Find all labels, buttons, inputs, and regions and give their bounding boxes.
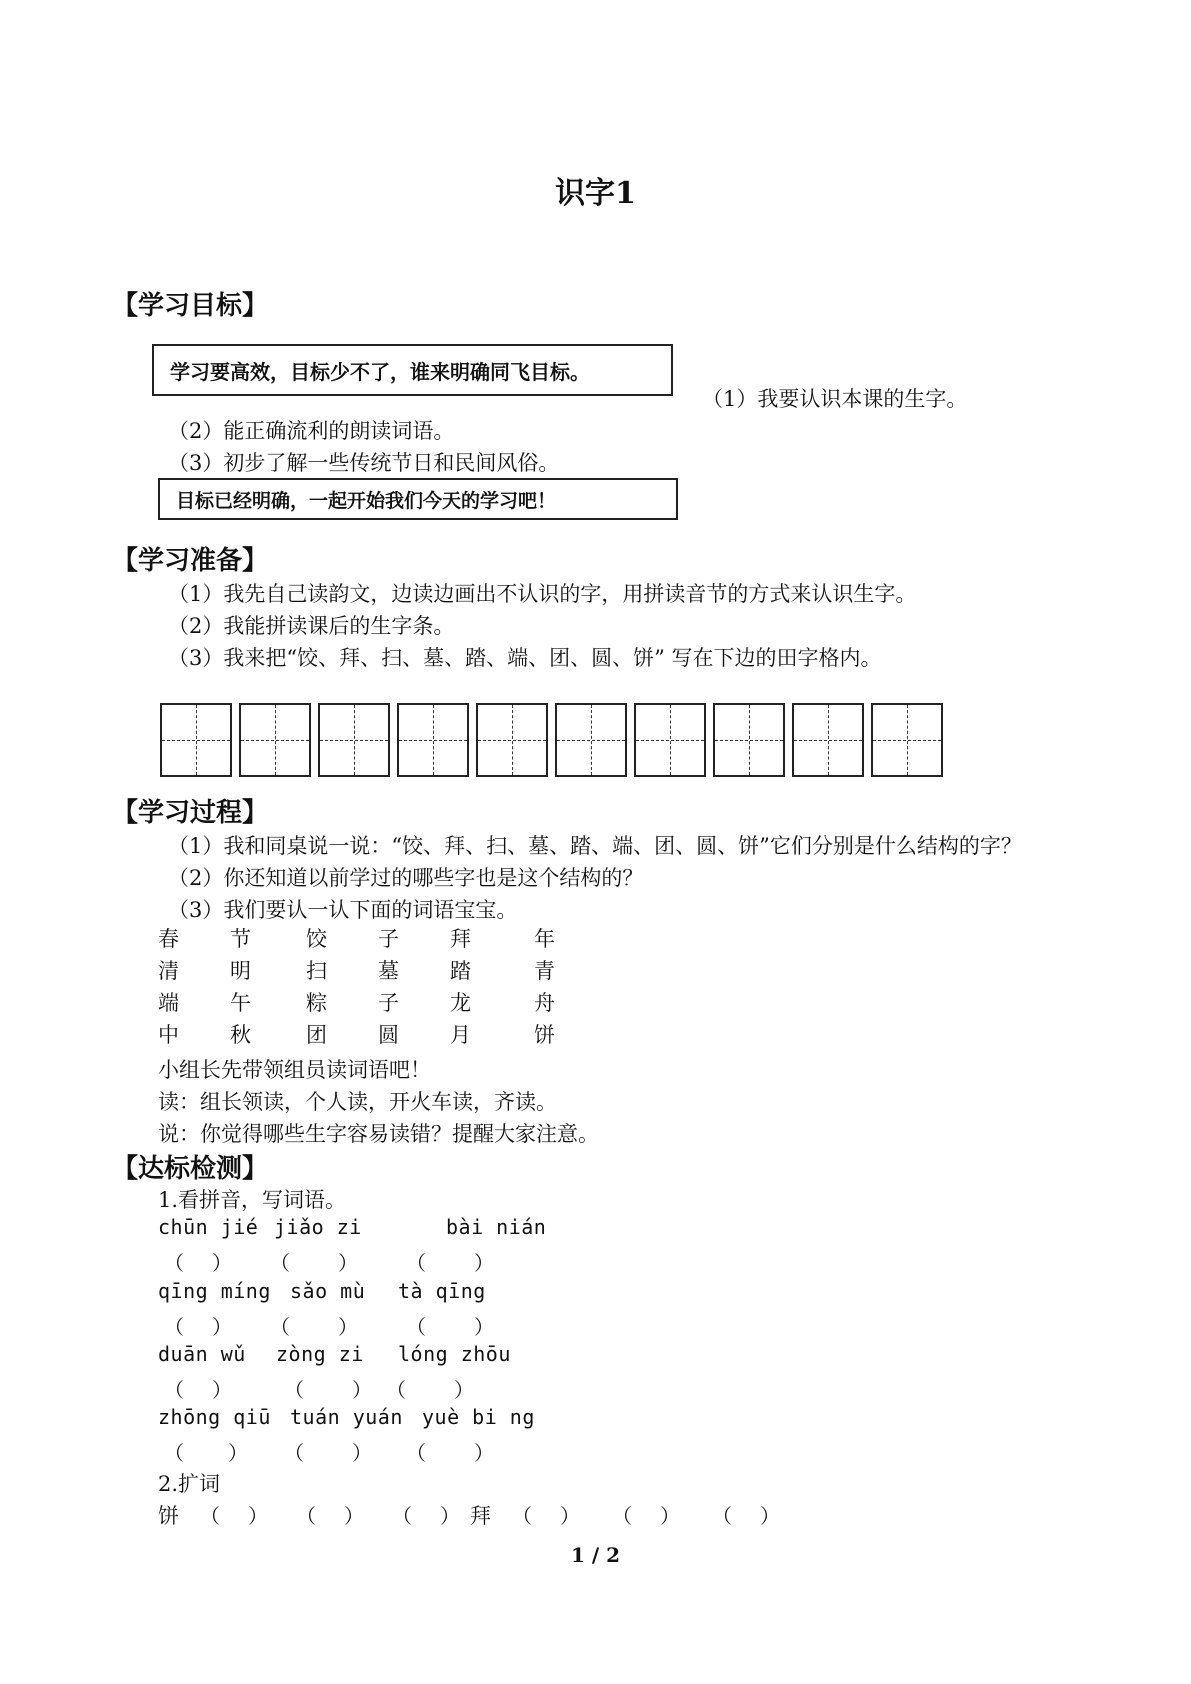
pinyin-word: duān wǔ [158,1342,246,1366]
tianzige-cell[interactable] [871,703,943,777]
tianzige-cell[interactable] [397,703,469,777]
word-char: 舟 [534,991,555,1015]
prep-heading: 【学习准备】 [112,546,269,576]
answer-blank[interactable]: （ ） [270,1251,358,1275]
tianzige-cell[interactable] [555,703,627,777]
answer-blank[interactable]: （ ） [284,1378,372,1402]
goals-item-1: （1）我要认识本课的生字。 [702,387,968,411]
word-char: 中 [158,1023,179,1047]
test-q2: 2.扩词 [158,1472,221,1496]
tianzige-cell[interactable] [239,703,311,777]
tianzige-cell[interactable] [476,703,548,777]
pinyin-word: chūn jié [158,1215,259,1239]
test-heading: 【达标检测】 [112,1154,269,1184]
expand-char-bing: 饼 [158,1504,179,1528]
answer-blank[interactable]: （ ） [392,1504,460,1528]
prep-item-1: （1）我先自己读韵文，边读边画出不认识的字，用拼读音节的方式来认识生字。 [168,582,917,606]
word-char: 圆 [378,1023,399,1047]
word-char: 龙 [450,991,471,1015]
word-char: 节 [230,927,251,951]
word-char: 墓 [378,959,399,983]
answer-blank[interactable]: （ ） [164,1251,232,1275]
goals-ready-banner [158,478,678,520]
word-char: 饼 [534,1023,555,1047]
word-char: 年 [534,927,555,951]
answer-blank[interactable]: （ ） [200,1504,268,1528]
answer-blank[interactable]: （ ） [612,1504,680,1528]
goals-banner-text: 学习要高效，目标少不了，谁来明确同飞目标。 [170,359,590,384]
pinyin-word: tà qīng [398,1279,486,1303]
answer-blank[interactable]: （ ） [406,1441,494,1465]
goals-ready-text: 目标已经明确，一起开始我们今天的学习吧！ [176,489,557,512]
answer-blank[interactable]: （ ） [164,1378,232,1402]
word-row [158,1018,574,1050]
word-char: 子 [378,991,399,1015]
pinyin-word: zhōng qiū [158,1405,271,1429]
word-char: 端 [158,991,179,1015]
word-table [158,922,574,1050]
goals-heading: 【学习目标】 [112,291,269,321]
process-heading: 【学习过程】 [112,798,269,828]
pinyin-word: tuán yuán [290,1405,403,1429]
pinyin-word: sǎo mù [290,1279,366,1303]
expand-char-bai: 拜 [470,1504,491,1528]
answer-blank[interactable]: （ ） [270,1315,358,1339]
goals-item-2: （2）能正确流利的朗读词语。 [168,419,455,443]
word-char: 饺 [306,927,327,951]
pinyin-word: zòng zi [276,1342,364,1366]
word-char: 青 [534,959,555,983]
word-row [158,954,574,986]
answer-blank[interactable]: （ ） [164,1441,248,1465]
tianzige-cell[interactable] [792,703,864,777]
prep-item-2: （2）我能拼读课后的生字条。 [168,614,455,638]
goals-item-3: （3）初步了解一些传统节日和民间风俗。 [168,451,560,475]
word-char: 团 [306,1023,327,1047]
pinyin-word: qīng míng [158,1279,271,1303]
word-char: 明 [230,959,251,983]
process-note-2: 读：组长领读，个人读，开火车读，齐读。 [158,1090,557,1114]
tianzige-cell[interactable] [634,703,706,777]
word-char: 子 [378,927,399,951]
word-row [158,986,574,1018]
tianzige-cell[interactable] [318,703,390,777]
tianzige-cell[interactable] [160,703,232,777]
tianzige-grid [160,703,943,777]
word-char: 清 [158,959,179,983]
answer-blank[interactable]: （ ） [406,1315,494,1339]
word-char: 粽 [306,991,327,1015]
prep-item-3: （3）我来把“饺、拜、扫、墓、踏、端、团、圆、饼” 写在下边的田字格内。 [168,646,882,670]
answer-blank[interactable]: （ ） [512,1504,580,1528]
test-q1: 1.看拼音，写词语。 [158,1188,347,1212]
word-char: 拜 [450,927,471,951]
word-char: 春 [158,927,179,951]
goals-banner [152,344,673,396]
process-item-3: （3）我们要认一认下面的词语宝宝。 [168,898,518,922]
word-char: 月 [450,1023,471,1047]
pinyin-word: lóng zhōu [398,1342,511,1366]
page-title: 识字1 [555,176,636,211]
word-char: 扫 [306,959,327,983]
answer-blank[interactable]: （ ） [712,1504,780,1528]
answer-blank[interactable]: （ ） [386,1378,474,1402]
process-item-2: （2）你还知道以前学过的哪些字也是这个结构的？ [168,866,644,890]
process-item-1: （1）我和同桌说一说：“饺、拜、扫、墓、踏、端、团、圆、饼”它们分别是什么结构的字？ [168,834,1022,858]
tianzige-cell[interactable] [713,703,785,777]
word-char: 踏 [450,959,471,983]
page-number: 1 / 2 [570,1543,621,1567]
answer-blank[interactable]: （ ） [284,1441,372,1465]
answer-blank[interactable]: （ ） [164,1315,232,1339]
word-char: 秋 [230,1023,251,1047]
word-row [158,922,574,954]
answer-blank[interactable]: （ ） [406,1251,494,1275]
answer-blank[interactable]: （ ） [296,1504,364,1528]
word-char: 午 [230,991,251,1015]
process-note-3: 说：你觉得哪些生字容易读错？提醒大家注意。 [158,1122,599,1146]
pinyin-word: bài nián [446,1215,547,1239]
pinyin-word: jiǎo zi [274,1215,362,1239]
process-note-1: 小组长先带领组员读词语吧！ [158,1058,431,1082]
pinyin-word: yuè bi ng [422,1405,535,1429]
